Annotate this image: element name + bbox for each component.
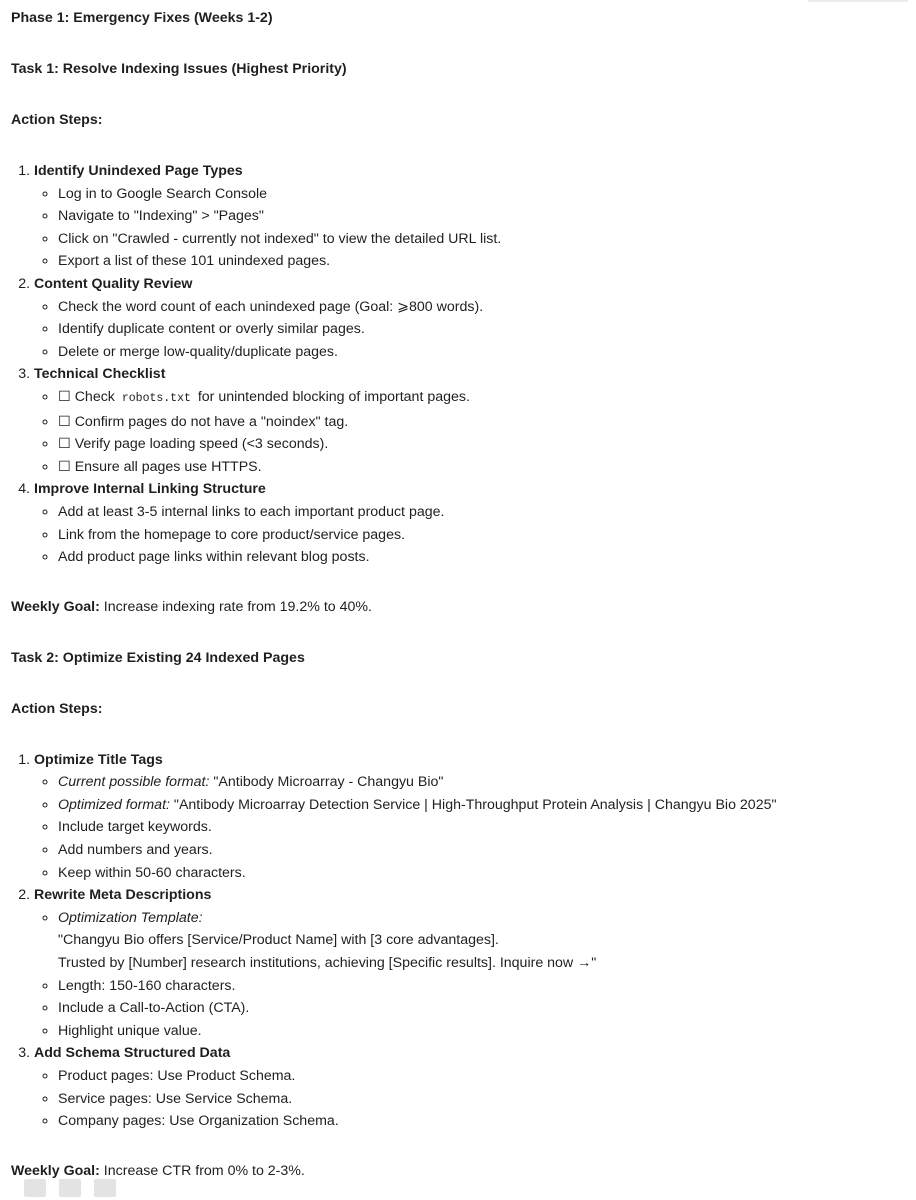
checklist-text-post: for unintended blocking of important pages. (197, 388, 470, 405)
checkbox-icon: ☐ (58, 388, 71, 405)
task1-title: Task 1: Resolve Indexing Issues (Highest Priority) (11, 61, 347, 77)
list-item (58, 907, 896, 975)
task1-step-4 (34, 478, 896, 568)
list-item: ◦ Include target keywords. (58, 816, 896, 839)
checklist-text: Ensure all pages use HTTPS. (74, 458, 262, 475)
step-title: Add Schema Structured Data (34, 1045, 231, 1062)
list-item: ◦ Product pages: Use Product Schema. (58, 1065, 896, 1088)
step-items (34, 1065, 896, 1133)
checklist-text: Verify page loading speed (<3 seconds). (74, 436, 329, 453)
list-item: ◦ Length: 150-160 characters. (58, 975, 896, 998)
task1-step-2 (34, 273, 896, 363)
list-item: ◦ Highlight unique value. (58, 1020, 896, 1043)
checklist-item (58, 411, 896, 434)
step-items (34, 296, 896, 364)
optimized-format-value: "Antibody Microarray Detection Service | High-Throughput Protein Analysis | Changyu Bio 2025" (173, 796, 777, 813)
current-format-value: "Antibody Microarray - Changyu Bio" (213, 774, 444, 791)
optimized-format-label: Optimized format: (58, 796, 170, 813)
step-title: Rewrite Meta Descriptions (34, 887, 212, 904)
list-item: ◦ Delete or merge low-quality/duplicate pages. (58, 341, 896, 364)
checklist-item (58, 456, 896, 479)
footer-toolbar (0, 1176, 916, 1200)
task2-action-steps-label: Action Steps: (11, 700, 103, 717)
list-item: ◦ Add numbers and years. (58, 839, 896, 862)
task1-weekly-goal (11, 596, 896, 618)
checkbox-icon: ☐ (58, 413, 71, 430)
task2-title: Task 2: Optimize Existing 24 Indexed Pages (11, 649, 305, 666)
checklist-item (58, 386, 896, 411)
checklist-text: Confirm pages do not have a "noindex" tag. (74, 413, 349, 430)
list-item: ◦ Company pages: Use Organization Schema. (58, 1110, 896, 1133)
weekly-goal-text: Increase indexing rate from 19.2% to 40%. (103, 598, 372, 615)
top-edge-line (808, 0, 908, 2)
document-body (11, 7, 896, 1182)
template-line-1: "Changyu Bio offers [Service/Product Name] with [3 core advantages]. (58, 932, 499, 949)
task1-step-3 (34, 363, 896, 478)
blurred-icon[interactable] (24, 1179, 46, 1197)
step-items (34, 907, 896, 1043)
list-item: ◦ Include a Call-to-Action (CTA). (58, 997, 896, 1020)
template-label: Optimization Template: (58, 909, 203, 926)
current-format-label: Current possible format: (58, 774, 210, 791)
blurred-icon[interactable] (59, 1179, 81, 1197)
task2-step-2 (34, 884, 896, 1042)
code-robots-txt: robots.txt (121, 391, 191, 405)
list-item: ◦ Check the word count of each unindexed page (Goal: ⩾800 words). (58, 296, 896, 319)
list-item: ◦ Add at least 3-5 internal links to each important product page. (58, 501, 896, 524)
step-title: Optimize Title Tags (34, 751, 163, 768)
step-title: Identify Unindexed Page Types (34, 163, 243, 179)
blurred-icon[interactable] (94, 1179, 116, 1197)
phase-title: Phase 1: Emergency Fixes (Weeks 1-2) (11, 10, 273, 26)
task1-step-1 (34, 160, 896, 273)
step-items (34, 183, 896, 273)
weekly-goal-label: Weekly Goal: (11, 598, 100, 615)
step-title: Improve Internal Linking Structure (34, 481, 266, 498)
list-item (58, 794, 896, 817)
list-item (58, 771, 896, 794)
task1-action-steps-label: Action Steps: (11, 112, 103, 128)
checklist-text-pre: Check (74, 388, 115, 405)
weekly-goal-label: Weekly Goal: (11, 1162, 100, 1179)
weekly-goal-text: Increase CTR from 0% to 2-3%. (103, 1162, 305, 1179)
list-item: ◦ Log in to Google Search Console (58, 183, 896, 206)
step-title: Technical Checklist (34, 366, 166, 383)
list-item: ◦ Click on "Crawled - currently not indexed" to view the detailed URL list. (58, 228, 896, 251)
list-item: ◦ Export a list of these 101 unindexed pages. (58, 250, 896, 273)
list-item: ◦ Navigate to "Indexing" > "Pages" (58, 205, 896, 228)
step-items (34, 501, 896, 569)
list-item: ◦ Keep within 50-60 characters. (58, 862, 896, 885)
checklist-items (34, 386, 896, 478)
list-item: ◦ Identify duplicate content or overly similar pages. (58, 318, 896, 341)
task2-step-3 (34, 1042, 896, 1132)
task1-steps-list (11, 160, 896, 569)
checklist-item (58, 433, 896, 456)
checkbox-icon: ☐ (58, 436, 71, 453)
step-items (34, 771, 896, 884)
task2-steps-list (11, 749, 896, 1133)
list-item: ◦ Add product page links within relevant blog posts. (58, 546, 896, 569)
step-title: Content Quality Review (34, 275, 193, 292)
list-item: ◦ Link from the homepage to core product/service pages. (58, 524, 896, 547)
template-line-2: Trusted by [Number] research institutions, achieving [Specific results]. Inquire now →" (58, 955, 597, 972)
checkbox-icon: ☐ (58, 458, 71, 475)
list-item: ◦ Service pages: Use Service Schema. (58, 1088, 896, 1111)
task2-step-1 (34, 749, 896, 885)
